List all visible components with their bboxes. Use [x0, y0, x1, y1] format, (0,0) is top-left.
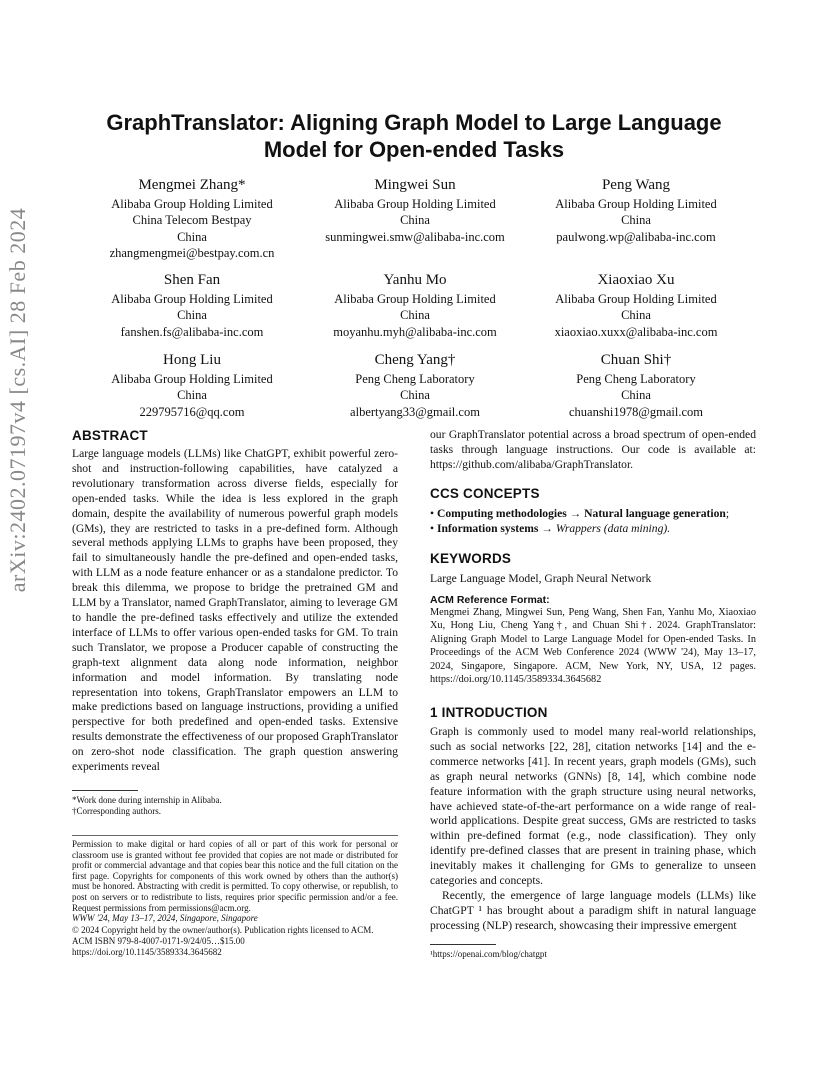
author-card — [302, 176, 528, 245]
author-card — [523, 176, 749, 245]
author-country: China — [177, 388, 207, 403]
footnote-corresponding: †Corresponding authors. — [72, 806, 161, 816]
ccs-item-rest: ; — [725, 507, 730, 520]
author-email: 229795716@qq.com — [139, 404, 245, 419]
author-name: Peng Wang — [601, 177, 671, 193]
author-card — [523, 271, 749, 340]
footnote-chatgpt-link: ¹https://openai.com/blog/chatgpt — [430, 949, 547, 959]
arxiv-stamp: arXiv:2402.07197v4 [cs.AI] 28 Feb 2024 — [5, 207, 30, 593]
permission-doi: https://doi.org/10.1145/3589334.3645682 — [72, 947, 222, 957]
author-name: Xiaoxiao Xu — [597, 272, 675, 288]
author-affiliation: Alibaba Group Holding Limited — [555, 197, 717, 211]
author-country: China — [400, 388, 430, 403]
permission-venue: WWW '24, May 13–17, 2024, Singapore, Singapore — [72, 913, 258, 923]
intro-heading: 1 INTRODUCTION — [430, 705, 548, 720]
ccs-item: • Information systems → Wrappers (data mining). — [430, 522, 671, 535]
author-country: China — [621, 213, 651, 228]
author-email: moyanhu.myh@alibaba-inc.com — [333, 324, 497, 339]
permission-rule — [72, 835, 398, 836]
author-card — [79, 176, 305, 261]
author-name: Hong Liu — [163, 352, 221, 368]
intro-paragraph-2: Recently, the emergence of large language models (LLMs) like ChatGPT ¹ has brought about a paradigm shift in natural language processing (NLP) research, showcasing their impressive emergent — [430, 889, 756, 932]
footnote-rule — [72, 790, 138, 791]
author-email: xiaoxiao.xuxx@alibaba-inc.com — [554, 324, 718, 339]
intro-paragraph-1: Graph is commonly used to model many real-world relationships, such as social networks [22, 28], citation networks [14] and the e-commerce networks [41]. In recent years, graph models (GMs), such as graph neural networks (GNNs) [8, 14], which combine node feature information with the graph structure using neural networks, have achieved state-of-the-art performance on a wide range of real-world applications. Despite great success, GMs are restricted to tasks within pre-defined format (e.g., node classification). They only identify pre-defined classes that are present in training phase, which inevitably makes it challenging for GMs to generalize to unseen categories and concepts. — [430, 725, 756, 888]
author-name: Cheng Yang† — [374, 352, 456, 368]
keywords-text: Large Language Model, Graph Neural Network — [430, 572, 652, 585]
permission-notice: Permission to make digital or hard copies of all or part of this work for personal or classroom use is granted without fee provided that copies are not made or distributed for profit or commercial advantage and that copies bear this notice and the full citation on the first page. Copyrights for components of this work owned by others than the author(s) must be honored. Abstracting with credit is permitted. To copy otherwise, or republish, to post on servers or to redistribute to lists, requires prior specific permission and/or a fee. Request permissions from permissions@acm.org. — [72, 839, 398, 913]
permission-isbn: ACM ISBN 979-8-4007-0171-9/24/05…$15.00 — [72, 936, 245, 946]
author-affiliation: Peng Cheng Laboratory — [576, 372, 696, 386]
author-card — [79, 351, 305, 420]
ccs-heading: CCS CONCEPTS — [430, 486, 540, 501]
footnote-work: *Work done during internship in Alibaba. — [72, 795, 222, 805]
author-country: China — [400, 213, 430, 228]
ccs-item-rest: Wrappers (data mining). — [555, 522, 671, 535]
author-affiliation: Peng Cheng Laboratory — [355, 372, 475, 386]
author-country: China — [177, 308, 207, 323]
author-email: zhangmengmei@bestpay.com.cn — [109, 245, 275, 260]
author-name: Shen Fan — [163, 272, 221, 288]
ccs-item-bold: Information systems → — [436, 522, 556, 535]
acm-ref-text: Mengmei Zhang, Mingwei Sun, Peng Wang, Shen Fan, Yanhu Mo, Xiaoxiao Xu, Hong Liu, Cheng Yang†, and Chuan Shi†. 2024. GraphTranslator: Aligning Graph Model to Large Language Model for Open-ended Tasks. In Proceedings of the ACM Web Conference 2024 (WWW '24), May 13–17, 2024, Singapore, Singapore. ACM, New York, NY, USA, 12 pages. https://doi.org/10.1145/3589334.3645682 — [430, 607, 756, 686]
paper-title: GraphTranslator: Aligning Graph Model to Large Language Model for Open-ended Tasks — [106, 110, 722, 162]
author-card — [302, 271, 528, 340]
footnote-rule-right — [430, 944, 496, 945]
abstract-heading: ABSTRACT — [72, 428, 148, 443]
acm-ref-heading: ACM Reference Format: — [430, 594, 550, 606]
keywords-heading: KEYWORDS — [430, 551, 512, 566]
author-affiliation: China Telecom Bestpay — [132, 213, 252, 228]
permission-copyright: © 2024 Copyright held by the owner/author(s). Publication rights licensed to ACM. — [72, 925, 374, 935]
author-affiliation: Alibaba Group Holding Limited — [555, 292, 717, 306]
author-name: Chuan Shi† — [600, 352, 672, 368]
abstract-continuation: our GraphTranslator potential across a broad spectrum of open-ended tasks through language instructions. Our code is available at: https://github.com/alibaba/GraphTranslator. — [430, 428, 756, 471]
author-name: Yanhu Mo — [383, 272, 447, 288]
author-card — [302, 351, 528, 420]
author-name: Mingwei Sun — [374, 177, 456, 193]
author-email: sunmingwei.smw@alibaba-inc.com — [325, 229, 505, 244]
abstract-text: Large language models (LLMs) like ChatGPT, exhibit powerful zero-shot and instruction-following capabilities, have catalyzed a revolutionary transformation across diverse fields, especially for open-ended tasks. While the idea is less explored in the graph domain, despite the availability of numerous powerful graph models (GMs), they are restricted to tasks in a pre-defined form. Although several methods applying LLMs to graphs have been proposed, they fail to simultaneously handle the pre-defined and open-ended tasks, with LLM as a node feature enhancer or as a standalone predictor. To break this dilemma, we propose to bridge the pretrained GM and LLM by a Translator, named GraphTranslator, aiming to leverage GM to handle the pre-defined tasks effectively and utilize the extended interface of LLMs to offer various open-ended tasks for GM. To train such Translator, we propose a Producer capable of constructing the graph-text alignment data along node information, neighbor information and model information. By translating node representation into tokens, GraphTranslator empowers an LLM to make predictions based on language instructions, providing a unified perspective for both predefined and open-ended tasks. Extensive results demonstrate the effectiveness of our proposed GraphTranslator on zero-shot node classification. The graph question answering experiments reveal — [72, 447, 398, 774]
author-country: China — [177, 229, 207, 244]
author-country: China — [400, 308, 430, 323]
author-card — [79, 271, 305, 340]
author-affiliation: Alibaba Group Holding Limited — [334, 197, 496, 211]
author-affiliation: Alibaba Group Holding Limited — [334, 292, 496, 306]
author-name: Mengmei Zhang* — [138, 177, 246, 193]
author-affiliation: Alibaba Group Holding Limited — [111, 372, 273, 386]
author-email: albertyang33@gmail.com — [350, 404, 480, 419]
author-country: China — [621, 308, 651, 323]
author-affiliation: Alibaba Group Holding Limited — [111, 292, 273, 306]
author-affiliation: Alibaba Group Holding Limited — [111, 197, 273, 211]
author-email: chuanshi1978@gmail.com — [568, 404, 704, 419]
ccs-item-bold: Computing methodologies → Natural language generation — [436, 507, 726, 520]
author-email: fanshen.fs@alibaba-inc.com — [120, 324, 264, 339]
author-card — [523, 351, 749, 420]
author-email: paulwong.wp@alibaba-inc.com — [556, 229, 716, 244]
author-country: China — [621, 388, 651, 403]
ccs-item: • Computing methodologies → Natural language generation; — [430, 507, 730, 520]
